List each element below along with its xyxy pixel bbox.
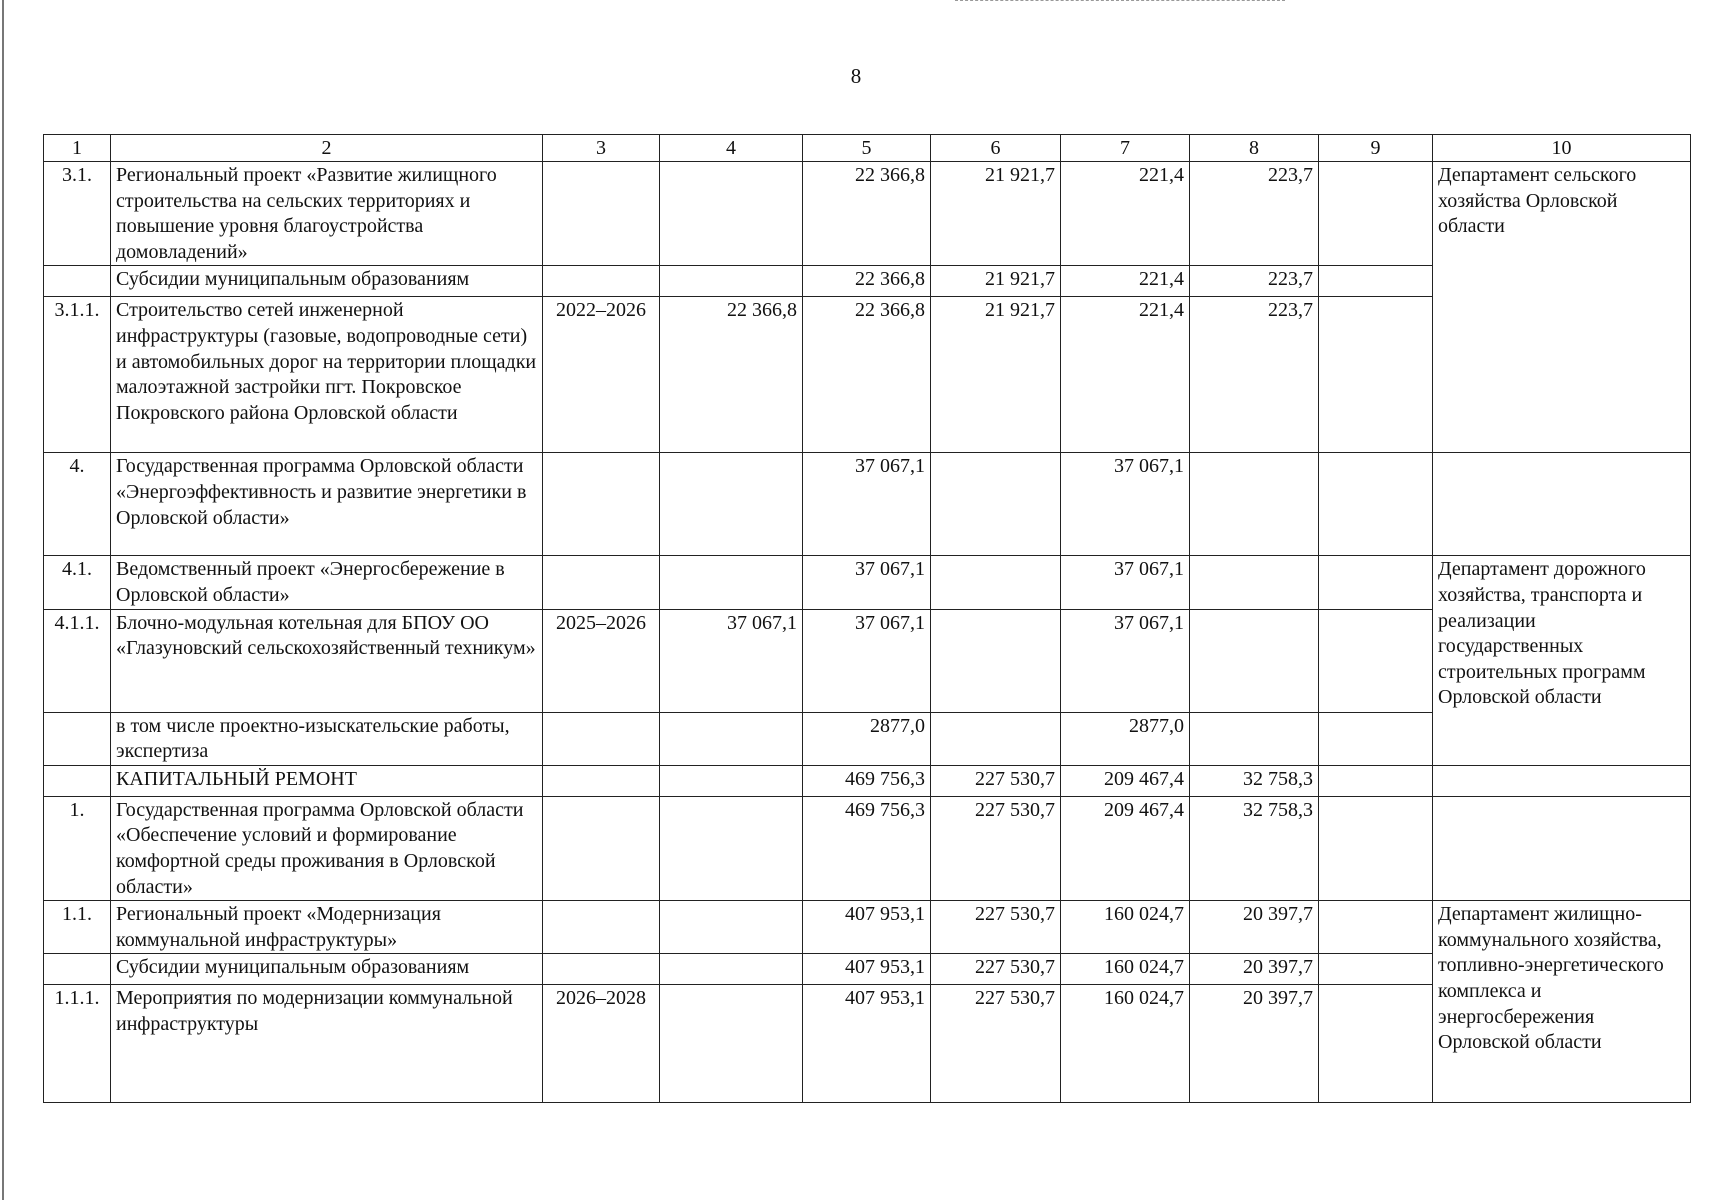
table-row [44, 901, 1691, 954]
table-row [44, 453, 1691, 556]
row-period [543, 162, 660, 266]
row-value-8 [1190, 609, 1319, 712]
page-number: 8 [850, 64, 862, 88]
row-name: Государственная программа Орловской области «Обеспечение условий и формирование комфортной среды проживания в Орловской области» [111, 796, 543, 900]
row-number: 3.1.1. [44, 297, 111, 453]
row-total: 37 067,1 [803, 556, 931, 609]
row-name: Ведомственный проект «Энергосбережение в Орловской области» [111, 556, 543, 609]
investment-table [43, 134, 1691, 1103]
row-value-9 [1319, 985, 1433, 1103]
row-value-9 [1319, 162, 1433, 266]
row-value-9 [1319, 765, 1433, 796]
row-total: 37 067,1 [803, 609, 931, 712]
row-value-6 [931, 712, 1061, 765]
row-value-7: 160 024,7 [1061, 954, 1190, 985]
row-name: Субсидии муниципальным образованиям [111, 266, 543, 297]
responsible-department [1433, 765, 1691, 796]
column-header: 6 [931, 135, 1061, 162]
row-number: 4.1.1. [44, 609, 111, 712]
column-header: 9 [1319, 135, 1433, 162]
row-value-6 [931, 453, 1061, 556]
row-name: Мероприятия по модернизации коммунальной инфраструктуры [111, 985, 543, 1103]
row-number: 3.1. [44, 162, 111, 266]
row-period [543, 453, 660, 556]
table-row [44, 556, 1691, 609]
row-value-8 [1190, 453, 1319, 556]
row-name: Блочно-модульная котельная для БПОУ ОО «Глазуновский сельскохозяйственный техникум» [111, 609, 543, 712]
row-value-8 [1190, 556, 1319, 609]
row-name: Региональный проект «Модернизация коммунальной инфраструктуры» [111, 901, 543, 954]
row-value-6: 21 921,7 [931, 266, 1061, 297]
row-total: 37 067,1 [803, 453, 931, 556]
responsible-department [1433, 796, 1691, 900]
row-cost [660, 954, 803, 985]
row-value-7: 2877,0 [1061, 712, 1190, 765]
row-number: 1.1.1. [44, 985, 111, 1103]
row-period [543, 556, 660, 609]
row-total: 407 953,1 [803, 954, 931, 985]
row-period [543, 796, 660, 900]
row-value-7: 221,4 [1061, 162, 1190, 266]
row-period [543, 765, 660, 796]
row-total: 407 953,1 [803, 985, 931, 1103]
row-value-9 [1319, 901, 1433, 954]
row-value-7: 221,4 [1061, 297, 1190, 453]
row-number [44, 765, 111, 796]
row-value-6: 227 530,7 [931, 985, 1061, 1103]
row-total: 22 366,8 [803, 297, 931, 453]
row-value-8: 20 397,7 [1190, 901, 1319, 954]
row-number [44, 712, 111, 765]
row-number: 1. [44, 796, 111, 900]
row-cost [660, 796, 803, 900]
row-value-7: 160 024,7 [1061, 985, 1190, 1103]
column-number-row [44, 135, 1691, 162]
row-value-7: 221,4 [1061, 266, 1190, 297]
row-name: Государственная программа Орловской области «Энергоэффективность и развитие энергетики в Орловской области» [111, 453, 543, 556]
row-cost [660, 453, 803, 556]
row-value-7: 37 067,1 [1061, 556, 1190, 609]
row-number [44, 266, 111, 297]
row-number: 4. [44, 453, 111, 556]
row-cost [660, 162, 803, 266]
row-value-6: 21 921,7 [931, 297, 1061, 453]
row-value-7: 37 067,1 [1061, 453, 1190, 556]
table-row [44, 796, 1691, 900]
row-period [543, 901, 660, 954]
row-value-9 [1319, 712, 1433, 765]
row-name: в том числе проектно-изыскательские работы, экспертиза [111, 712, 543, 765]
row-period: 2025–2026 [543, 609, 660, 712]
row-cost [660, 712, 803, 765]
row-number: 1.1. [44, 901, 111, 954]
column-header: 7 [1061, 135, 1190, 162]
row-value-9 [1319, 297, 1433, 453]
responsible-department [1433, 453, 1691, 556]
row-period [543, 266, 660, 297]
row-value-6 [931, 556, 1061, 609]
row-cost [660, 985, 803, 1103]
row-value-9 [1319, 954, 1433, 985]
row-value-8: 223,7 [1190, 162, 1319, 266]
row-name: Субсидии муниципальным образованиям [111, 954, 543, 985]
row-value-6: 227 530,7 [931, 901, 1061, 954]
row-value-6: 227 530,7 [931, 796, 1061, 900]
row-value-8: 32 758,3 [1190, 796, 1319, 900]
row-total: 407 953,1 [803, 901, 931, 954]
scan-top-line [955, 0, 1285, 1]
row-name: Строительство сетей инженерной инфраструктуры (газовые, водопроводные сети) и автомобильных дорог на территории площадки малоэтажной застройки пгт. Покровское Покровского района Орловской области [111, 297, 543, 453]
row-value-8: 223,7 [1190, 297, 1319, 453]
row-value-8: 20 397,7 [1190, 954, 1319, 985]
column-header: 10 [1433, 135, 1691, 162]
row-value-9 [1319, 609, 1433, 712]
column-header: 2 [111, 135, 543, 162]
column-header: 4 [660, 135, 803, 162]
row-total: 469 756,3 [803, 796, 931, 900]
row-value-8: 32 758,3 [1190, 765, 1319, 796]
row-total: 22 366,8 [803, 266, 931, 297]
row-cost: 37 067,1 [660, 609, 803, 712]
row-cost [660, 765, 803, 796]
row-period: 2026–2028 [543, 985, 660, 1103]
row-value-8: 20 397,7 [1190, 985, 1319, 1103]
row-number: 4.1. [44, 556, 111, 609]
scan-edge-line [2, 0, 4, 1200]
row-value-8 [1190, 712, 1319, 765]
responsible-department: Департамент дорожного хозяйства, транспорта и реализации государственных строительных программ Орловской области [1433, 556, 1691, 765]
row-value-7: 160 024,7 [1061, 901, 1190, 954]
row-cost: 22 366,8 [660, 297, 803, 453]
row-period [543, 954, 660, 985]
row-total: 469 756,3 [803, 765, 931, 796]
column-header: 1 [44, 135, 111, 162]
column-header: 8 [1190, 135, 1319, 162]
row-number [44, 954, 111, 985]
row-cost [660, 901, 803, 954]
row-name: Региональный проект «Развитие жилищного строительства на сельских территориях и повышение уровня благоустройства домовладений» [111, 162, 543, 266]
row-value-8: 223,7 [1190, 266, 1319, 297]
column-header: 3 [543, 135, 660, 162]
row-value-9 [1319, 556, 1433, 609]
column-header: 5 [803, 135, 931, 162]
row-period: 2022–2026 [543, 297, 660, 453]
responsible-department: Департамент сельского хозяйства Орловской области [1433, 162, 1691, 453]
row-value-7: 209 467,4 [1061, 796, 1190, 900]
section-heading: КАПИТАЛЬНЫЙ РЕМОНТ [111, 765, 543, 796]
table-row [44, 162, 1691, 266]
responsible-department: Департамент жилищно-коммунального хозяйства, топливно-энергетического комплекса и энергосбережения Орловской области [1433, 901, 1691, 1103]
row-value-7: 37 067,1 [1061, 609, 1190, 712]
table-row [44, 765, 1691, 796]
row-cost [660, 556, 803, 609]
row-value-6 [931, 609, 1061, 712]
row-value-9 [1319, 453, 1433, 556]
row-total: 22 366,8 [803, 162, 931, 266]
row-value-7: 209 467,4 [1061, 765, 1190, 796]
row-period [543, 712, 660, 765]
row-value-6: 227 530,7 [931, 765, 1061, 796]
row-total: 2877,0 [803, 712, 931, 765]
row-value-9 [1319, 796, 1433, 900]
row-value-9 [1319, 266, 1433, 297]
row-value-6: 227 530,7 [931, 954, 1061, 985]
row-value-6: 21 921,7 [931, 162, 1061, 266]
row-cost [660, 266, 803, 297]
